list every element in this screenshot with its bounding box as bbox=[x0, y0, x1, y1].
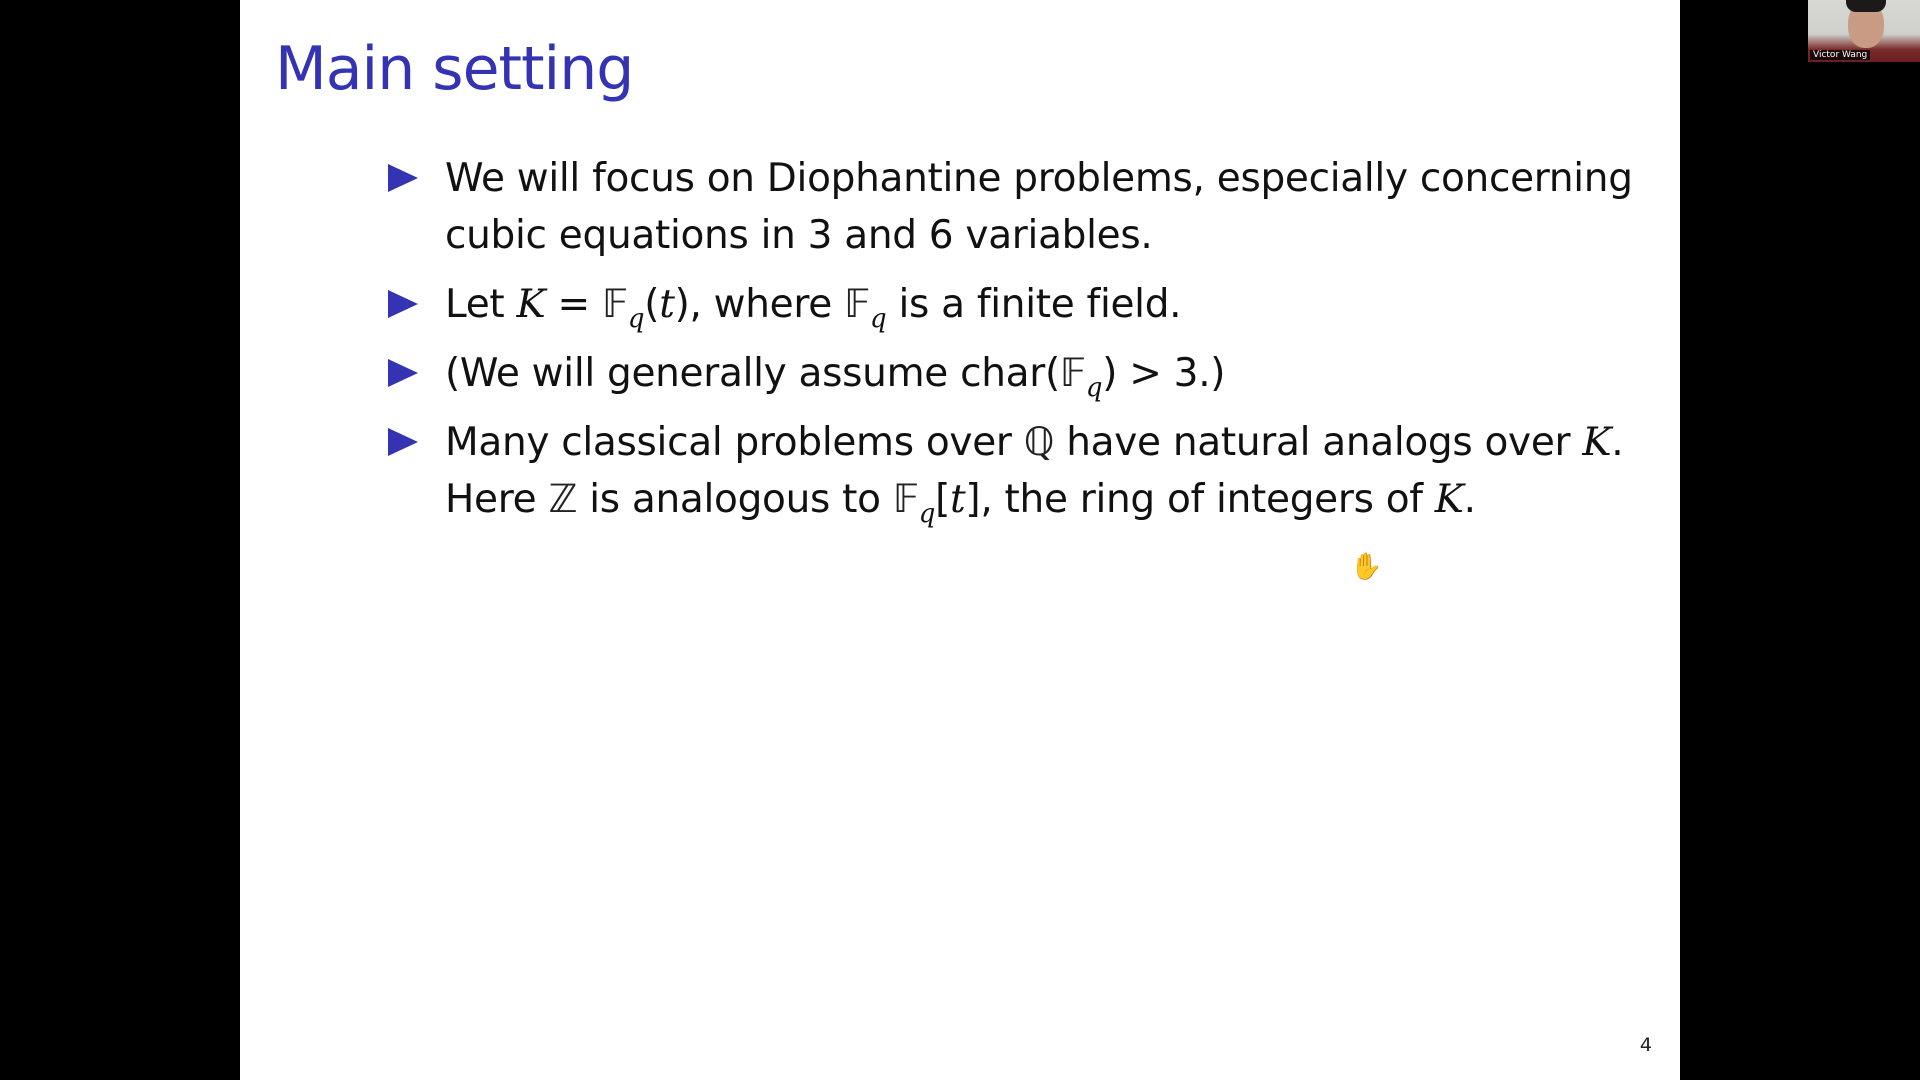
bullet-triangle-icon bbox=[388, 428, 418, 456]
participant-video-thumbnail[interactable] bbox=[1808, 0, 1920, 62]
math-z-integers: ℤ bbox=[548, 477, 578, 522]
bullet-text: . Here bbox=[445, 420, 1624, 522]
math-k: K bbox=[1582, 420, 1612, 465]
bullet-triangle-icon bbox=[388, 290, 418, 318]
bullet-text: is a finite field. bbox=[886, 282, 1182, 327]
bullet-text: We will focus on Diophantine problems, especially concerning cubic equations in 3 and 6 variables. bbox=[445, 156, 1633, 258]
math-bracket: [ bbox=[935, 477, 951, 522]
bullet-item bbox=[388, 345, 1648, 402]
bullet-item bbox=[388, 414, 1648, 528]
math-sub-q: q bbox=[870, 304, 887, 334]
math-paren: ( bbox=[644, 282, 660, 327]
participant-hair bbox=[1846, 0, 1886, 12]
math-fq: 𝔽 bbox=[844, 282, 871, 327]
math-k: K bbox=[516, 282, 546, 327]
math-fq: 𝔽 bbox=[892, 477, 919, 522]
math-fq: 𝔽 bbox=[1059, 351, 1086, 396]
bullet-text: have natural analogs over bbox=[1054, 420, 1583, 465]
math-fq: 𝔽 bbox=[601, 282, 628, 327]
math-k: K bbox=[1434, 477, 1464, 522]
bullet-text: is analogous to bbox=[577, 477, 893, 522]
math-sub-q: q bbox=[918, 499, 936, 529]
bullet-list bbox=[388, 150, 1648, 540]
bullet-text: ) > 3.) bbox=[1102, 351, 1226, 396]
bullet-text: ), where bbox=[674, 282, 845, 327]
bullet-text: (We will generally assume char( bbox=[445, 351, 1060, 396]
math-sub-q: q bbox=[1085, 373, 1103, 403]
bullet-text: Many classical problems over bbox=[445, 420, 1024, 465]
bullet-text: Let bbox=[445, 282, 517, 327]
bullet-text: ], the ring of integers of bbox=[965, 477, 1435, 522]
bullet-item bbox=[388, 150, 1648, 264]
slide-title: Main setting bbox=[275, 34, 634, 104]
math-q-rationals: ℚ bbox=[1023, 420, 1055, 465]
math-t: t bbox=[950, 477, 966, 522]
participant-name: Victor Wang bbox=[1810, 50, 1870, 60]
bullet-text: . bbox=[1463, 477, 1476, 522]
page-number: 4 bbox=[1639, 1034, 1652, 1056]
math-eq: = bbox=[545, 282, 602, 327]
math-sub-q: q bbox=[627, 304, 645, 334]
bullet-item bbox=[388, 276, 1648, 333]
hand-cursor-icon: ✋ bbox=[1350, 552, 1383, 582]
math-t: t bbox=[659, 282, 675, 327]
presentation-slide bbox=[240, 0, 1680, 1080]
bullet-triangle-icon bbox=[388, 359, 418, 387]
bullet-triangle-icon bbox=[388, 164, 418, 192]
